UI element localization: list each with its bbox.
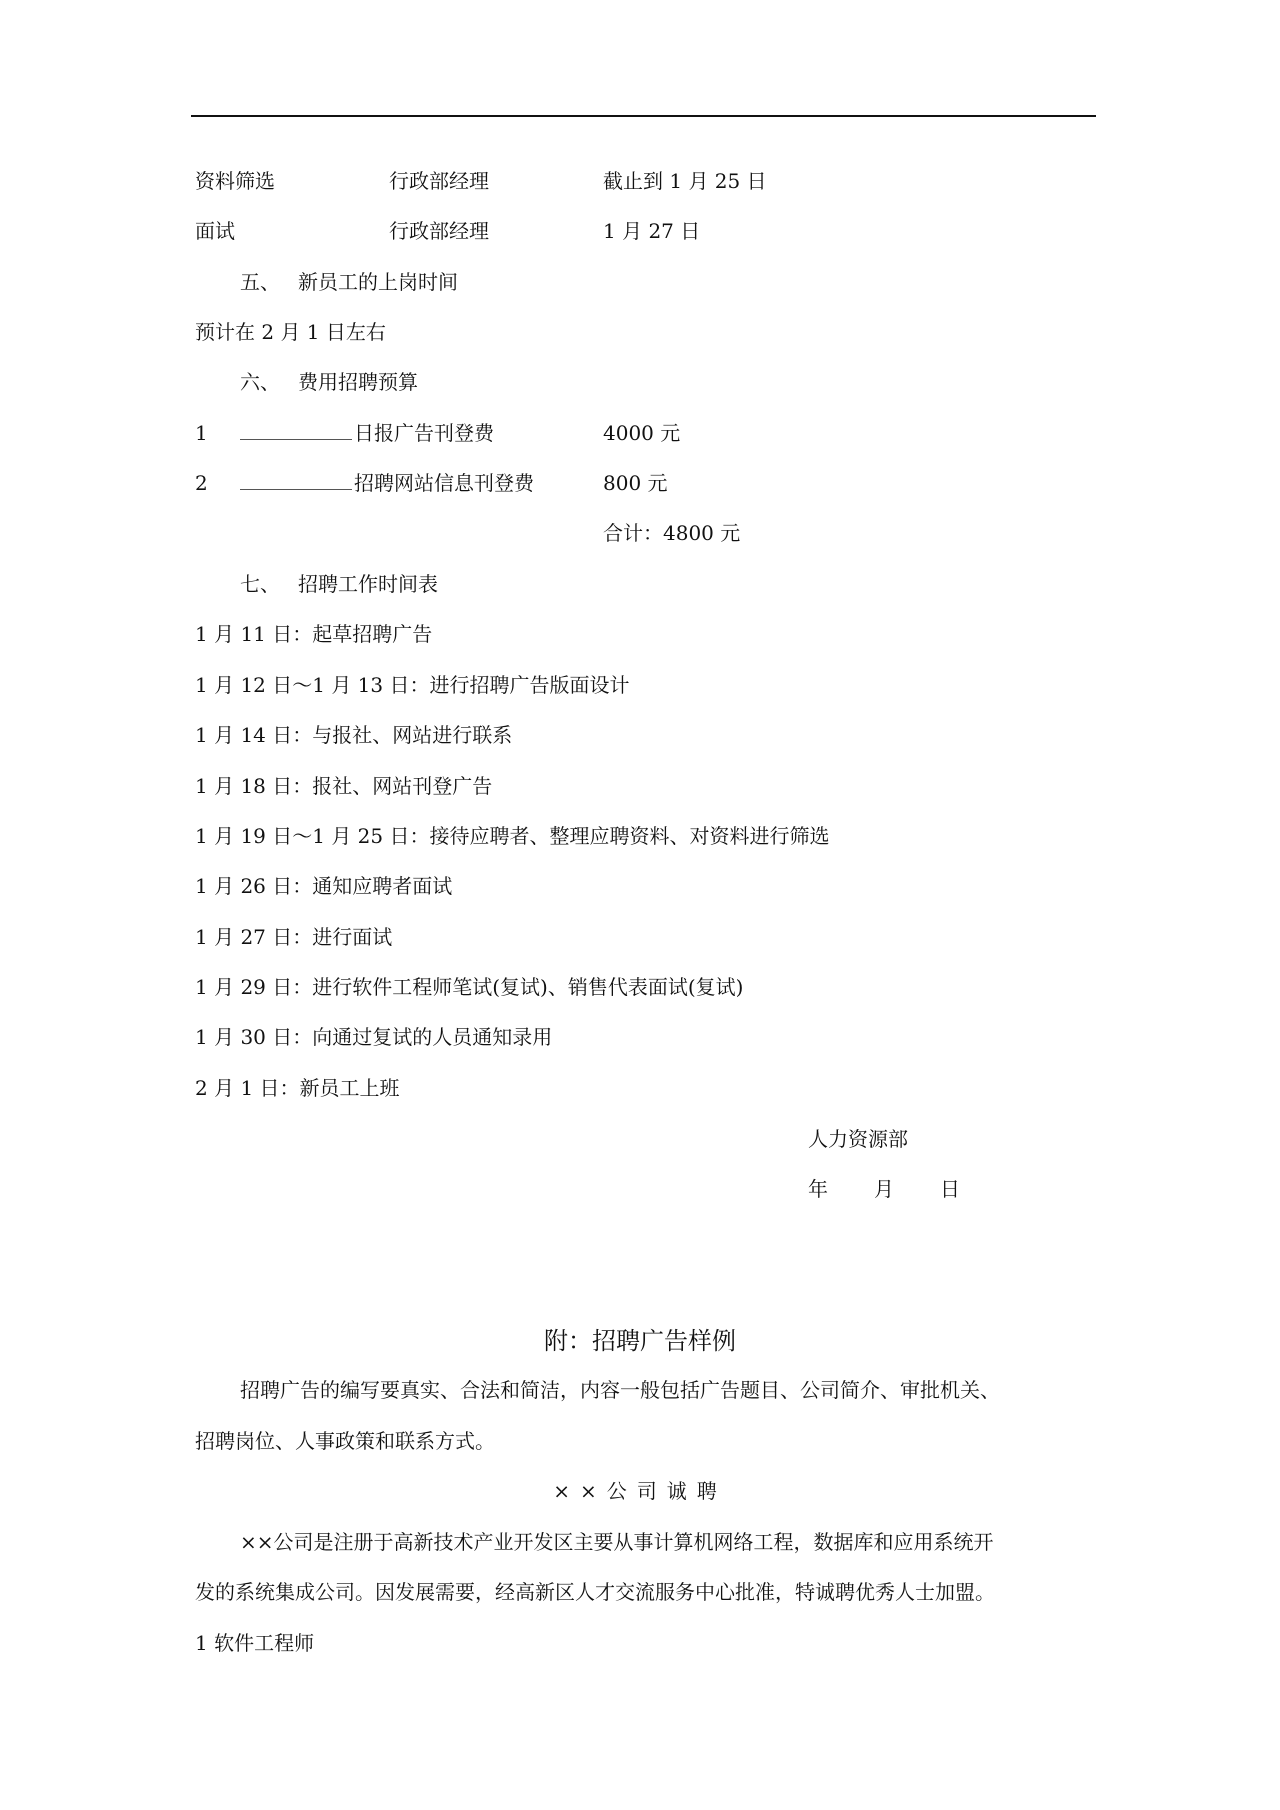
section-5-text: 预计在 2 月 1 日左右 (195, 320, 386, 344)
section-number: 六、 (240, 370, 280, 394)
budget-amount: 4000 元 (603, 421, 681, 445)
schedule-item: 1 月 18 日：报社、网站刊登广告 (195, 774, 493, 798)
table-row-time: 截止到 1 月 25 日 (603, 169, 767, 193)
section-number: 五、 (240, 270, 280, 294)
blank-underline (240, 469, 352, 490)
section-6-heading (240, 368, 418, 396)
signature-date: 年 月 日 (808, 1177, 962, 1201)
ad-title: ××公司诚聘 (553, 1479, 727, 1503)
table-row-owner: 行政部经理 (389, 219, 489, 243)
table-row-stage: 资料筛选 (195, 169, 275, 193)
appendix-intro-line2: 招聘岗位、人事政策和联系方式。 (195, 1429, 495, 1453)
table-row-stage: 面试 (195, 219, 235, 243)
schedule-item: 1 月 14 日：与报社、网站进行联系 (195, 723, 513, 747)
signature-department: 人力资源部 (808, 1127, 908, 1151)
budget-label: 招聘网站信息刊登费 (354, 471, 534, 495)
section-title: 新员工的上岗时间 (298, 270, 458, 294)
section-title: 招聘工作时间表 (298, 572, 438, 596)
schedule-item: 1 月 12 日～1 月 13 日：进行招聘广告版面设计 (195, 673, 630, 697)
schedule-item: 1 月 30 日：向通过复试的人员通知录用 (195, 1025, 553, 1049)
budget-total: 合计：4800 元 (603, 521, 741, 545)
header-rule (191, 115, 1096, 117)
budget-amount: 800 元 (603, 471, 668, 495)
section-5-heading (240, 268, 458, 296)
ad-position-1: 1 软件工程师 (195, 1631, 315, 1655)
appendix-title: 附：招聘广告样例 (544, 1327, 736, 1355)
blank-underline (240, 419, 352, 440)
schedule-item: 1 月 27 日：进行面试 (195, 925, 393, 949)
schedule-item: 1 月 19 日～1 月 25 日：接待应聘者、整理应聘资料、对资料进行筛选 (195, 824, 830, 848)
schedule-item: 1 月 26 日：通知应聘者面试 (195, 874, 453, 898)
ad-body-line2: 发的系统集成公司。因发展需要，经高新区人才交流服务中心批准，特诚聘优秀人士加盟。 (195, 1580, 995, 1604)
budget-label: 日报广告刊登费 (354, 421, 494, 445)
section-7-heading (240, 570, 438, 598)
schedule-item: 2 月 1 日：新员工上班 (195, 1076, 400, 1100)
table-row-time: 1 月 27 日 (603, 219, 701, 243)
schedule-item: 1 月 11 日：起草招聘广告 (195, 622, 433, 646)
budget-index: 2 (195, 471, 208, 495)
appendix-intro-line1: 招聘广告的编写要真实、合法和简洁，内容一般包括广告题目、公司简介、审批机关、 (240, 1378, 1000, 1402)
budget-item (240, 469, 534, 497)
section-title: 费用招聘预算 (298, 370, 418, 394)
schedule-item: 1 月 29 日：进行软件工程师笔试(复试)、销售代表面试(复试) (195, 975, 744, 999)
table-row-owner: 行政部经理 (389, 169, 489, 193)
ad-body-line1: ××公司是注册于高新技术产业开发区主要从事计算机网络工程，数据库和应用系统开 (240, 1530, 994, 1554)
budget-index: 1 (195, 421, 208, 445)
section-number: 七、 (240, 572, 280, 596)
budget-item (240, 419, 494, 447)
